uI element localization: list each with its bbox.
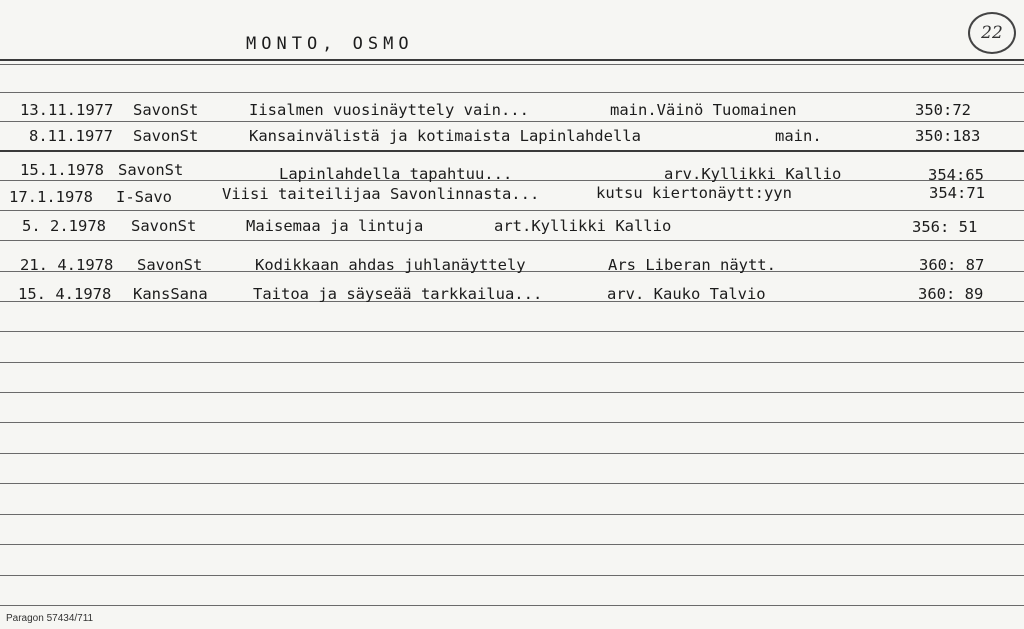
entry-source: SavonSt <box>137 256 203 274</box>
ruled-line <box>0 150 1024 152</box>
entry-ref: 356: 51 <box>912 218 978 236</box>
entry-headline: Kodikkaan ahdas juhlanäyttely <box>255 256 526 274</box>
card-number-stamp: 22 <box>968 12 1016 54</box>
entry-note: main.Väinö Tuomainen <box>610 101 797 119</box>
entry-ref: 354:65 <box>928 166 984 184</box>
ruled-line <box>0 605 1024 606</box>
entry-source: KansSana <box>133 285 208 303</box>
entry-ref: 350:183 <box>915 127 981 145</box>
entry-date: 21. 4.1978 <box>20 256 114 274</box>
entry-ref: 360: 89 <box>918 285 984 303</box>
ruled-line <box>0 422 1024 423</box>
ruled-line <box>0 92 1024 93</box>
ruled-line <box>0 575 1024 576</box>
entry-headline: Viisi taiteilijaa Savonlinnasta... <box>222 185 540 203</box>
ruled-line <box>0 514 1024 515</box>
entry-date: 13.11.1977 <box>20 101 114 119</box>
entry-source: SavonSt <box>118 161 184 179</box>
entry-note: arv. Kauko Talvio <box>607 285 766 303</box>
entry-headline: Taitoa ja säyseää tarkkailua... <box>253 285 543 303</box>
entry-note: art.Kyllikki Kallio <box>494 217 672 235</box>
ruled-line <box>0 121 1024 122</box>
ruled-line <box>0 210 1024 211</box>
entry-headline: Kansainvälistä ja kotimaista Lapinlahdella <box>249 127 641 145</box>
ruled-line <box>0 362 1024 363</box>
entry-headline: Lapinlahdella tapahtuu... <box>279 165 513 183</box>
ruled-line <box>0 392 1024 393</box>
ruled-line <box>0 483 1024 484</box>
header-rule <box>0 59 1024 61</box>
entry-source: SavonSt <box>133 127 199 145</box>
entry-source: I-Savo <box>116 188 172 206</box>
entry-headline: Maisemaa ja lintuja <box>246 217 424 235</box>
entry-note: arv.Kyllikki Kallio <box>664 165 842 183</box>
entry-date: 17.1.1978 <box>9 188 93 206</box>
entry-ref: 350:72 <box>915 101 971 119</box>
entry-date: 15. 4.1978 <box>18 285 112 303</box>
entry-headline: Iisalmen vuosinäyttely vain... <box>249 101 529 119</box>
entry-note: kutsu kiertonäytt:yyn <box>596 184 792 202</box>
entry-date: 5. 2.1978 <box>22 217 106 235</box>
card-title: MONTO, OSMO <box>246 34 414 54</box>
entry-ref: 360: 87 <box>919 256 985 274</box>
entry-note: Ars Liberan näytt. <box>608 256 776 274</box>
header-rule-secondary <box>0 64 1024 65</box>
entry-source: SavonSt <box>133 101 199 119</box>
ruled-line <box>0 453 1024 454</box>
ruled-line <box>0 331 1024 332</box>
ruled-line <box>0 544 1024 545</box>
printer-mark: Paragon 57434/711 <box>6 613 94 624</box>
entry-note: main. <box>775 127 822 145</box>
entry-date: 15.1.1978 <box>20 161 104 179</box>
entry-date: 8.11.1977 <box>29 127 113 145</box>
entry-ref: 354:71 <box>929 184 985 202</box>
ruled-line <box>0 240 1024 241</box>
entry-source: SavonSt <box>131 217 197 235</box>
